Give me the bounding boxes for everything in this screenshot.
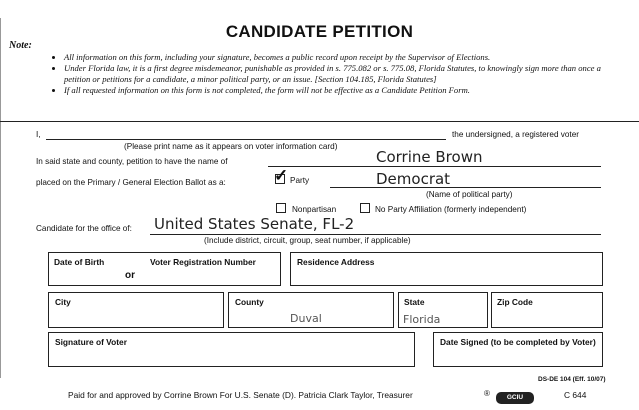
office-line (150, 234, 601, 235)
residence-label: Residence Address (297, 257, 375, 267)
note-item: • If all requested information on this form is not completed, the form will not be effective as a Candidate Petition Form. (64, 85, 624, 96)
union-bug-icon: GCIU (496, 392, 534, 404)
office-caption: (Include district, circuit, group, seat number, if applicable) (204, 236, 411, 245)
date-signed-label: Date Signed (to be completed by Voter) (440, 337, 596, 347)
note-label: Note: (9, 40, 32, 51)
ballot-label: placed on the Primary / General Election Ballot as a: (36, 178, 226, 187)
note-item: • All information on this form, including your signature, becomes a public record upon receipt by the Supervisor of Elections. (64, 52, 624, 63)
office-value: United States Senate, FL-2 (154, 215, 355, 233)
party-name-line (330, 187, 601, 188)
party-name: Democrat (376, 170, 451, 188)
npa-label: No Party Affiliation (formerly independent) (375, 205, 527, 214)
print-name-caption: (Please print name as it appears on voter information card) (124, 142, 338, 151)
signature-label: Signature of Voter (55, 337, 127, 347)
county-label: County (235, 297, 264, 307)
paid-for-text: Paid for and approved by Corrine Brown For U.S. Senate (D). Patricia Clark Taylor, Treasurer (68, 390, 413, 400)
nonpartisan-label: Nonpartisan (292, 205, 337, 214)
petition-label: In said state and county, petition to have the name of (36, 157, 228, 166)
page-border-left (0, 18, 2, 378)
city-label: City (55, 297, 71, 307)
notes-list (50, 52, 624, 96)
candidate-name-line (268, 166, 601, 167)
code-label: C 644 (564, 390, 587, 400)
dob-label: Date of Birth (54, 257, 105, 267)
i-label: I, (36, 130, 41, 139)
party-caption: (Name of political party) (426, 190, 513, 199)
office-label: Candidate for the office of: (36, 224, 132, 233)
form-number: DS-DE 104 (Eff. 10/07) (538, 376, 606, 383)
nonpartisan-checkbox[interactable] (276, 203, 286, 213)
party-label: Party (290, 176, 310, 185)
party-checkmark: ✓ (274, 166, 289, 185)
section-divider (0, 121, 639, 122)
voter-reg-label: Voter Registration Number (150, 257, 256, 267)
registered-mark: ® (484, 389, 490, 398)
voter-name-line[interactable] (46, 139, 446, 140)
state-label: State (404, 297, 425, 307)
or-label: or (125, 270, 135, 281)
city-box[interactable] (48, 292, 224, 328)
undersigned-text: the undersigned, a registered voter (452, 130, 579, 139)
zip-label: Zip Code (497, 297, 533, 307)
page-title: CANDIDATE PETITION (225, 22, 414, 41)
candidate-name: Corrine Brown (376, 148, 483, 166)
note-item: • Under Florida law, it is a first degree misdemeanor, punishable as provided in s. 775.082 or s. 775.08, Florida Statutes, to knowingly sign more than once a petition or petitions for a candidate, a minor political party, or an issue. [Section 104.185, Florida Statutes] (64, 63, 624, 85)
state-value: Florida (403, 313, 441, 326)
county-value: Duval (290, 312, 322, 325)
npa-checkbox[interactable] (360, 203, 370, 213)
